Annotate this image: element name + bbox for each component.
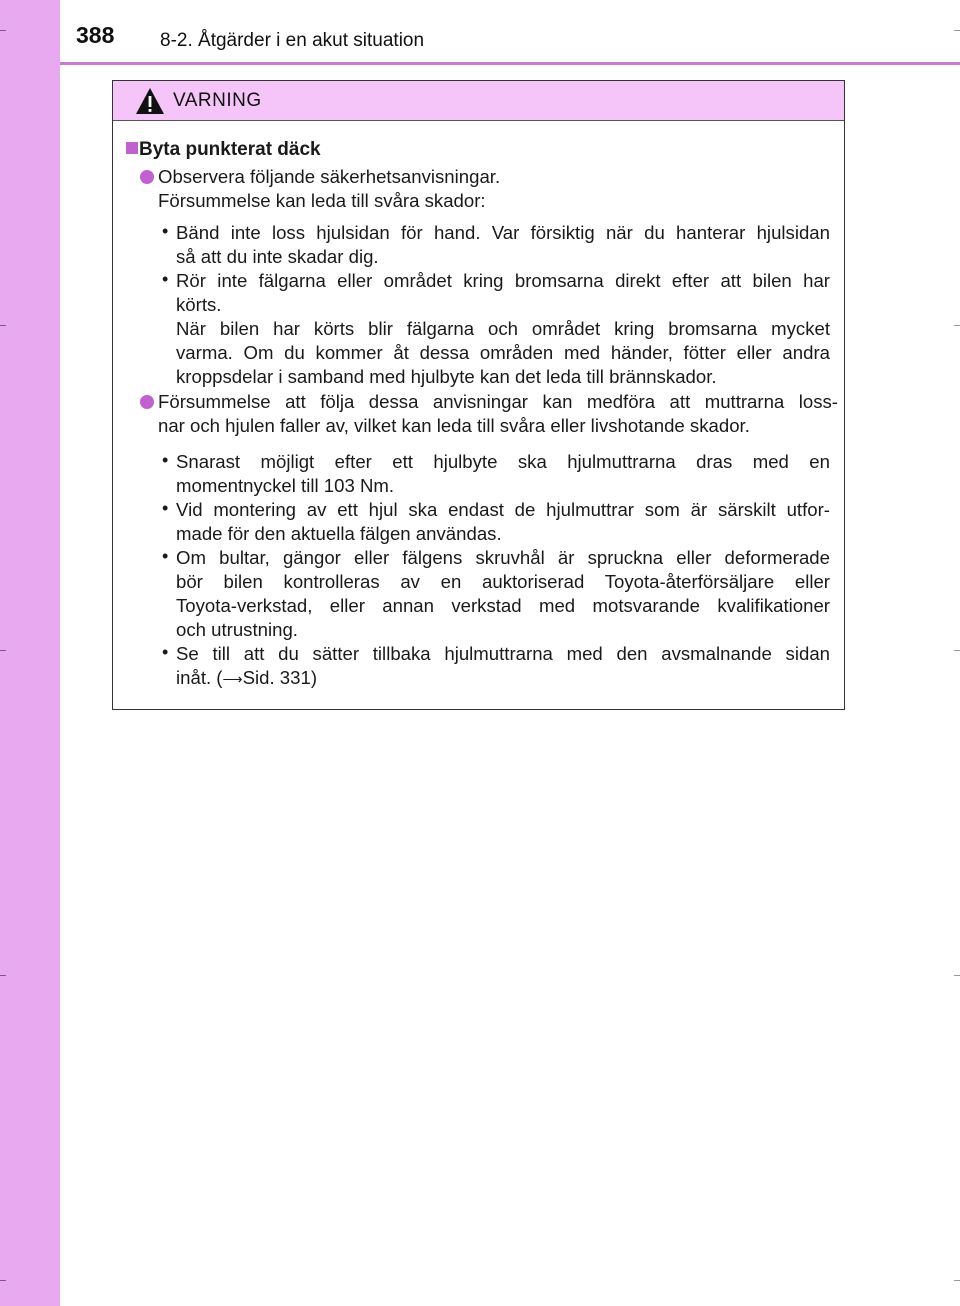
item2-bullet1-line2: momentnyckel till 103 Nm. [176,475,395,496]
item2-bullet2-line1: Vid montering av ett hjul ska endast de hjulmuttrar som är särskilt utfor- [176,499,830,520]
crop-mark [0,325,6,326]
item2-bullet2-line2: made för den aktuella fälgen användas. [176,523,502,544]
item1-line1: Observera följande säkerhetsanvisningar. [158,166,501,187]
list-bullet: • [162,221,169,241]
list-bullet: • [162,269,169,289]
crop-mark [954,1280,960,1281]
list-bullet: • [162,498,169,518]
item2-line1: Försummelse att följa dessa anvisningar kan medföra att muttrarna loss- [158,391,838,412]
round-bullet [140,395,154,409]
page-side-tab [0,0,60,1306]
page-number: 388 [76,22,115,48]
item2-bullet3-line2: bör bilen kontrolleras av en auktoriserad Toyota-återförsäljare eller [176,571,830,592]
item1-bullet2-line2: körts. [176,294,222,315]
header-rule [60,62,960,65]
section-title: 8-2. Åtgärder i en akut situation [160,30,425,51]
crop-mark [954,975,960,976]
list-bullet: • [162,642,169,662]
page-ref-open: inåt. ( [176,667,223,688]
crop-mark [0,30,6,31]
warning-box [112,80,845,710]
item1-bullet2-line4: varma. Om du kommer åt dessa områden med händer, fötter eller andra [176,342,830,363]
item2-bullet3-line1: Om bultar, gängor eller fälgens skruvhål är spruckna eller deformerade [176,547,830,568]
warning-label: VARNING [173,90,262,111]
item1-bullet2-line1: Rör inte fälgarna eller området kring bromsarna direkt efter att bilen har [176,270,830,291]
heading-square-bullet [126,142,138,154]
item2-bullet4-line2 [176,666,317,691]
crop-mark [0,650,6,651]
item1-bullet1-line1: Bänd inte loss hjulsidan för hand. Var försiktig när du hanterar hjulsidan [176,222,830,243]
item2-bullet1-line1: Snarast möjligt efter ett hjulbyte ska hjulmuttrarna dras med en [176,451,830,472]
item1-bullet2-line5: kroppsdelar i samband med hjulbyte kan det leda till brännskador. [176,366,717,387]
list-bullet: • [162,546,169,566]
crop-mark [0,975,6,976]
item1-bullet2-line3: När bilen har körts blir fälgarna och området kring bromsarna mycket [176,318,830,339]
arrow-right-icon: ⟶ [222,671,243,687]
crop-mark [954,30,960,31]
warning-header [113,81,844,121]
round-bullet [140,170,154,184]
item2-bullet4-line1: Se till att du sätter tillbaka hjulmuttrarna med den avsmalnande sidan [176,643,830,664]
warning-heading: Byta punkterat däck [139,139,321,160]
page-ref-link[interactable]: Sid. 331) [242,667,318,688]
item1-bullet1-line2: så att du inte skadar dig. [176,246,379,267]
crop-mark [0,1280,6,1281]
item1-line2: Försummelse kan leda till svåra skador: [158,190,486,211]
crop-mark [954,650,960,651]
list-bullet: • [162,450,169,470]
crop-mark [954,325,960,326]
item2-bullet3-line3: Toyota-verkstad, eller annan verkstad med motsvarande kvalifikationer [176,595,830,616]
item2-line2: nar och hjulen faller av, vilket kan leda till svåra eller livshotande skador. [158,415,750,436]
item2-bullet3-line4: och utrustning. [176,619,298,640]
warning-triangle-icon [135,87,165,115]
